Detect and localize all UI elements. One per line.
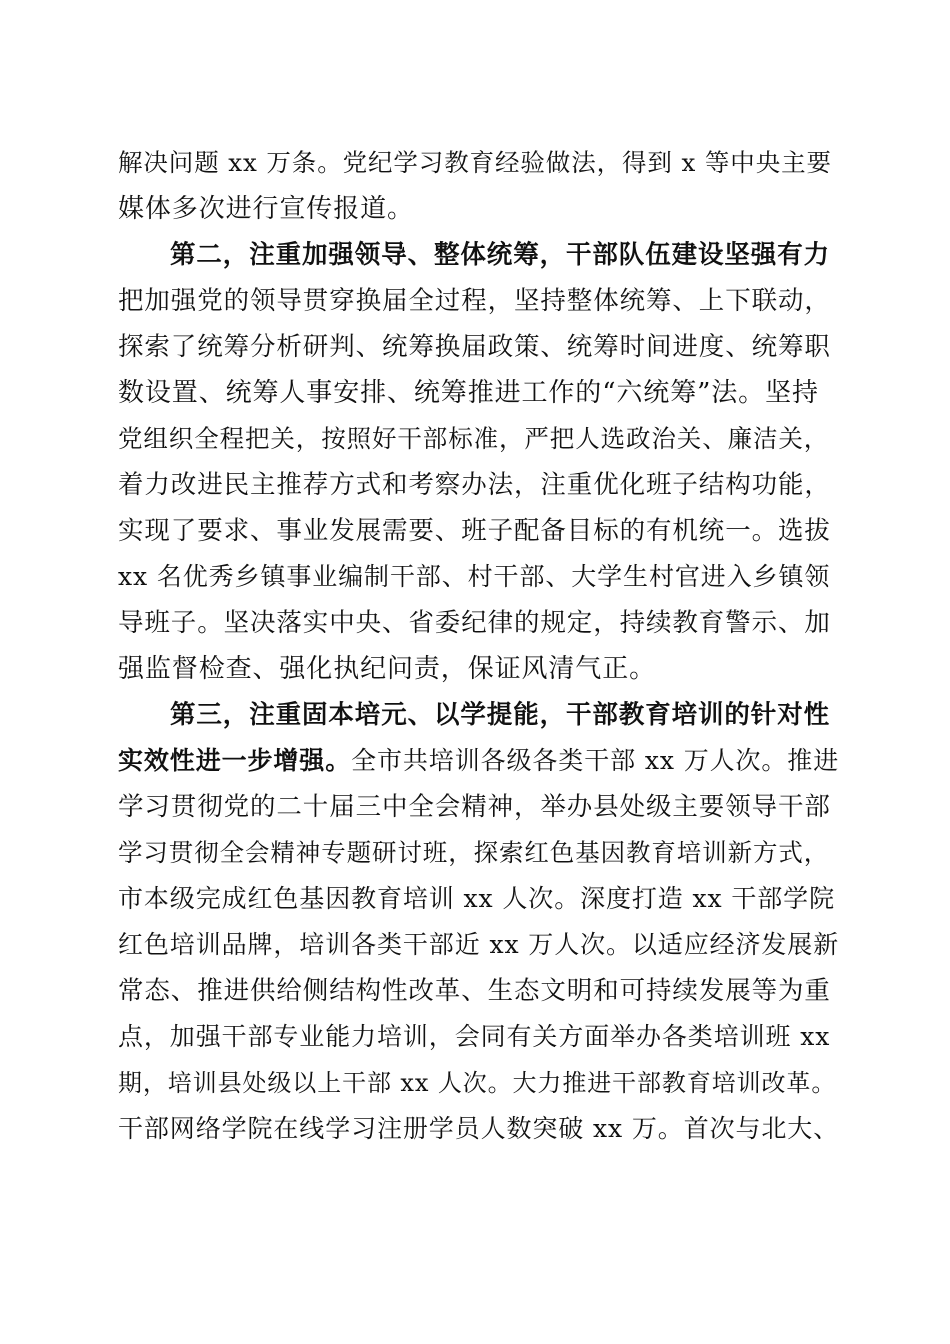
text-line: xx 名优秀乡镇事业编制干部、村干部、大学生村官进入乡镇领 [118, 562, 831, 591]
text-line: 强监督检查、强化执纪问责，保证风清气正。 [118, 654, 657, 684]
text-line: 解决问题 xx 万条。党纪学习教育经验做法，得到 x 等中央主要 [118, 148, 832, 177]
section-heading-second: 第二，注重加强领导、整体统筹，干部队伍建设坚强有力 [170, 240, 831, 270]
text-line: 把加强党的领导贯穿换届全过程，坚持整体统筹、上下联动， [118, 286, 831, 316]
section-heading-third: 第三，注重固本培元、以学提能，干部教育培训的针对性 [170, 700, 831, 730]
text-line: 学习贯彻党的二十届三中全会精神，举办县处级主要领导干部 [118, 792, 831, 822]
text-run: 全市共培训各级各类干部 xx 万人次。推进 [351, 746, 840, 775]
text-line: 常态、推进供给侧结构性改革、生态文明和可持续发展等为重 [118, 976, 831, 1006]
text-line: 点，加强干部专业能力培训，会同有关方面举办各类培训班 xx [118, 1022, 831, 1051]
text-line: 干部网络学院在线学习注册学员人数突破 xx 万。首次与北大、 [118, 1114, 840, 1143]
text-line: 数设置、统筹人事安排、统筹推进工作的“六统筹”法。坚持 [118, 378, 819, 408]
text-line: 探索了统筹分析研判、统筹换届政策、统筹时间进度、统筹职 [118, 332, 831, 362]
text-line: 红色培训品牌，培训各类干部近 xx 万人次。以适应经济发展新 [118, 930, 840, 959]
text-line: 实现了要求、事业发展需要、班子配备目标的有机统一。选拔 [118, 516, 831, 546]
text-line: 导班子。坚决落实中央、省委纪律的规定，持续教育警示、加 [118, 608, 831, 638]
text-line: 党组织全程把关，按照好干部标准，严把人选政治关、廉洁关， [118, 424, 830, 453]
text-line: 着力改进民主推荐方式和考察办法，注重优化班子结构功能， [118, 470, 831, 500]
text-line: 媒体多次进行宣传报道。 [118, 194, 414, 224]
text-line: 期，培训县处级以上干部 xx 人次。大力推进干部教育培训改革。 [118, 1069, 837, 1097]
section-heading-third-end: 实效性进一步增强。 [118, 746, 352, 775]
text-line: 学习贯彻全会精神专题研讨班，探索红色基因教育培训新方式， [118, 838, 830, 867]
text-line [118, 746, 840, 776]
text-line: 市本级完成红色基因教育培训 xx 人次。深度打造 xx 干部学院 [118, 884, 835, 913]
